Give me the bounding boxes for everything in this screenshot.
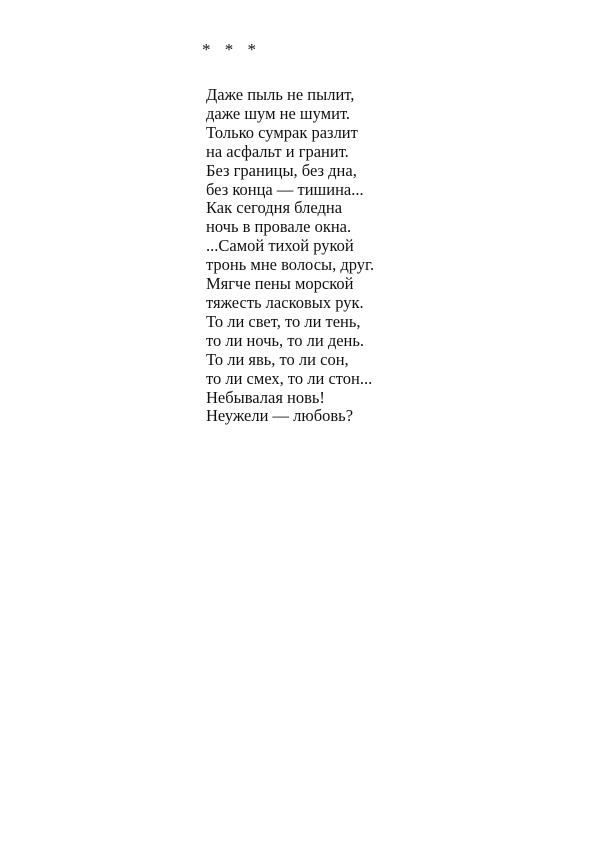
poem-line: Только сумрак разлит [206,122,358,142]
poem-line: Даже пыль не пылит, [206,85,355,104]
poem-line: тронь мне волосы, друг. [206,255,375,275]
poem-line: Небывалая новь! [206,387,325,407]
poem-text [206,86,374,426]
poem-line: Как сегодня бледна [206,198,343,218]
poem-line: То ли явь, то ли сон, [206,349,349,369]
poem-line: то ли ночь, то ли день. [206,330,365,350]
section-divider: * * * [202,40,261,59]
poem-line: То ли свет, то ли тень, [206,311,361,331]
poem-line: то ли смех, то ли стон... [206,368,373,388]
poem-line: даже шум не шумит. [206,103,351,123]
poem-line: ...Самой тихой рукой [206,236,354,256]
poem-line: тяжесть ласковых рук. [206,292,364,312]
poem-line: ночь в провале окна. [206,217,352,237]
poem-line: на асфальт и гранит. [206,141,349,161]
poem-line: Неужели — любовь? [206,406,354,426]
poem-line: без конца — тишина... [206,179,364,199]
poem-line: Без границы, без дна, [206,160,357,180]
poem-line: Мягче пены морской [206,274,354,294]
